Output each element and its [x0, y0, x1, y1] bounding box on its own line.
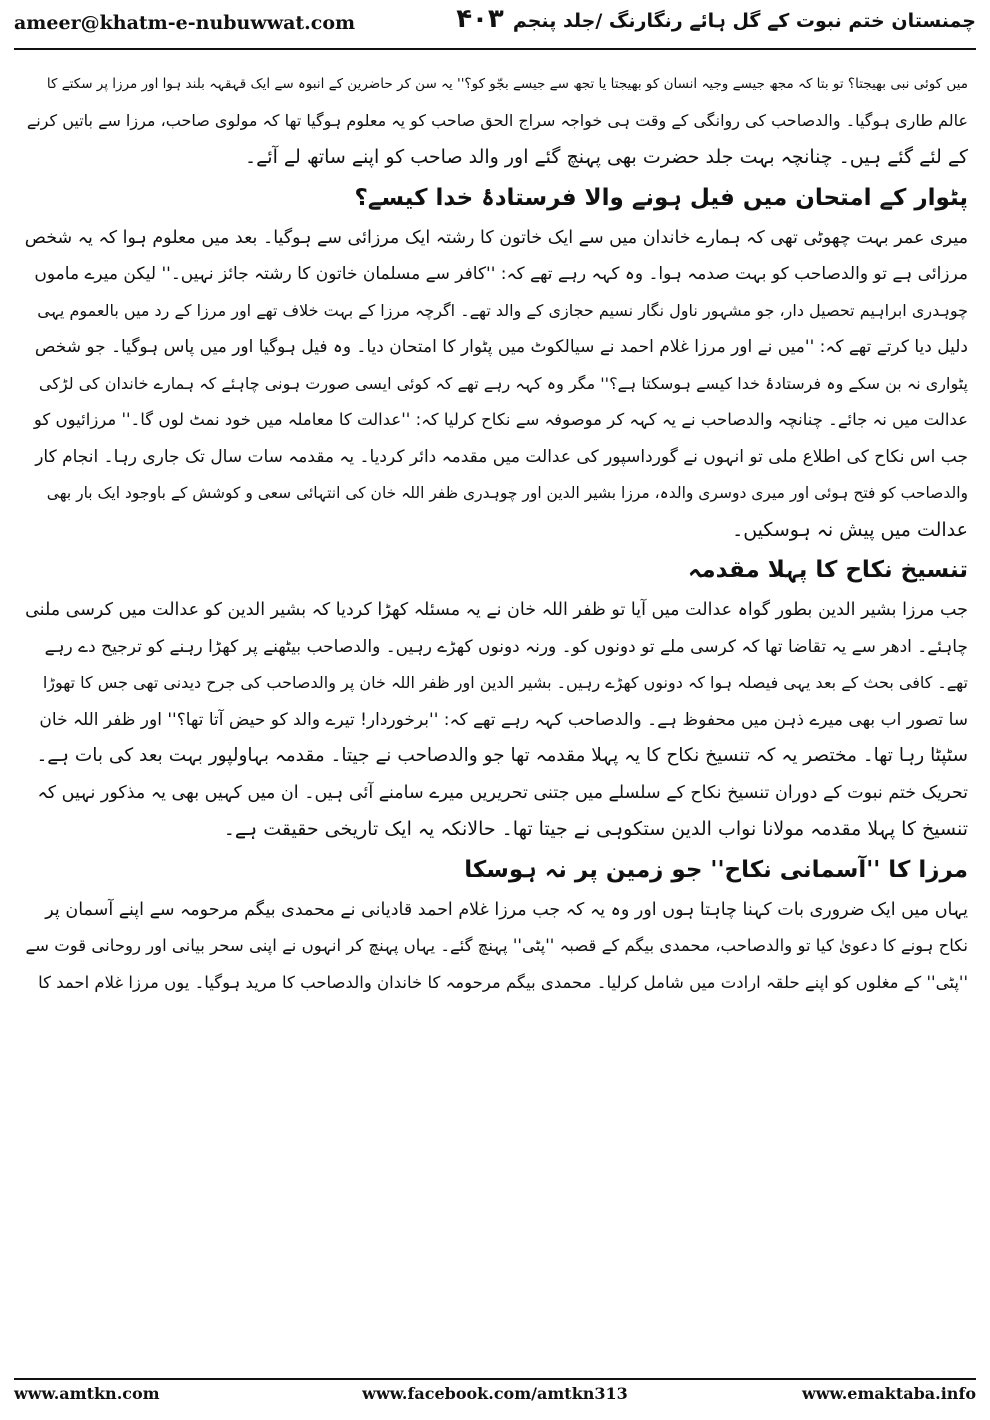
- text-line: جب اس نکاح کی اطلاع ملی تو انہوں نے گورداسپور کی عدالت میں مقدمہ دائر کردیا۔ یہ مقدمہ سات سال تک جاری رہا۔ انجام کار: [35, 446, 968, 467]
- text-line: عدالت میں نہ جائے۔ چنانچہ والدصاحب نے یہ کہہ کر موصوفہ سے نکاح کرلیا کہ: ''عدالت کا معاملہ میں خود نمٹ لوں گا۔'' مرزائیوں کو: [33, 410, 968, 429]
- footer-link-center[interactable]: www.facebook.com/amtkn313: [362, 1384, 628, 1403]
- text-line: تھے۔ کافی بحث کے بعد یہی فیصلہ ہوا کہ دونوں کھڑے رہیں۔ بشیر الدین اور ظفر اللہ خان پر والدصاحب کی جرح دیدنی تھی جس کا تھوڑا: [42, 673, 968, 692]
- text-line: نکاح ہونے کا دعویٰ کیا تو والدصاحب، محمدی بیگم کے قصبہ ''پٹی'' پہنچ گئے۔ یہاں پہنچ کر انہوں نے اپنی سحر بیانی اور روحانی قوت سے: [25, 936, 968, 955]
- book-title: چمنستان ختم نبوت کے گل ہائے رنگارنگ /جلد پنجم: [512, 10, 976, 32]
- footer-rule: [14, 1378, 976, 1380]
- text-line: کے لئے گئے ہیں۔ چنانچہ بہت جلد حضرت بھی پہنچ گئے اور والد صاحب کو اپنے ساتھ لے آئے۔: [245, 146, 968, 168]
- text-line: تحریک ختم نبوت کے دوران تنسیخ نکاح کے سلسلے میں جتنی تحریریں میرے سامنے آئی ہیں۔ ان میں کہیں بھی یہ مذکور نہیں کہ: [37, 782, 968, 803]
- text-line: مرزائی ہے تو والدصاحب کو بہت صدمہ ہوا۔ وہ کہہ رہے تھے کہ: ''کافر سے مسلمان خاتون کا رشتہ جائز نہیں۔'' لیکن میرے ماموں: [34, 264, 968, 284]
- text-line: میری عمر بہت چھوٹی تھی کہ ہمارے خاندان میں سے ایک خاتون کا رشتہ ایک مرزائی سے ہوگیا۔ بعد میں معلوم ہوا کہ یہ شخص: [24, 227, 968, 248]
- page-number: ۴۰۳: [456, 4, 504, 34]
- paragraph-2: [22, 220, 968, 549]
- section-heading: مرزا کا ''آسمانی نکاح'' جو زمین پر نہ ہوسکا: [464, 856, 968, 883]
- paragraph-4: [22, 892, 968, 1002]
- header-email: ameer@khatm-e-nubuwwat.com: [14, 12, 356, 34]
- text-line: یہاں میں ایک ضروری بات کہنا چاہتا ہوں اور وہ یہ کہ جب مرزا غلام احمد قادیانی نے محمدی بیگم مرحومہ سے اپنے آسمان پر: [45, 899, 968, 920]
- text-line: دلیل دیا کرتے تھے کہ: ''میں نے اور مرزا غلام احمد نے سیالکوٹ میں پٹوار کا امتحان دیا۔ وہ فیل ہوگیا اور میں پاس ہوگیا۔ جو شخص: [34, 337, 968, 357]
- text-line: میں کوئی نبی بھیجتا؟ تو بتا کہ مجھ جیسے وجیہ انسان کو بھیجتا یا تجھ سے جیسے بجّو کو؟'' یہ سن کر حاضرین کے انبوہ سے ایک قہقہہ بلند ہوا اور مرزا پر سکتے کا: [46, 76, 968, 92]
- text-line: عالم طاری ہوگیا۔ والدصاحب کی روانگی کے وقت ہی خواجہ سراج الحق صاحب کو یہ معلوم ہوگیا تھا کہ مولوی صاحب، مرزا سے باتیں کرنے: [26, 110, 968, 130]
- header-rule: [14, 48, 976, 50]
- text-line: چاہئے۔ ادھر سے یہ تقاضا تھا کہ کرسی ملے تو دونوں کو۔ ورنہ دونوں کھڑے رہیں۔ والدصاحب بیٹھنے پر کھڑا رہنے کو ترجیح دے رہے: [44, 636, 968, 657]
- text-line: والدصاحب کو فتح ہوئی اور میری دوسری والدہ، مرزا بشیر الدین اور چوہدری ظفر اللہ خان کی انتہائی سعی و کوشش کے باوجود ایک بار بھی: [46, 484, 968, 502]
- text-line: جب مرزا بشیر الدین بطور گواہ عدالت میں آیا تو ظفر اللہ خان نے یہ مسئلہ کھڑا کردیا کہ بشیر الدین کو عدالت میں کرسی ملنی: [25, 600, 968, 620]
- page-footer: [0, 1384, 990, 1414]
- text-line: چوہدری ابراہیم تحصیل دار، جو مشہور ناول نگار نسیم حجازی کے والد تھے۔ اگرچہ مرزا کے بہت خلاف تھے اور مرزا کے رد میں بالعموم یہی: [37, 300, 968, 320]
- text-line: سا تصور اب بھی میرے ذہن میں محفوظ ہے۔ والدصاحب کہہ رہے تھے کہ: ''برخوردار! تیرے والد کو حیض آتا تھا؟'' اور ظفر اللہ خان: [39, 709, 968, 730]
- section-heading: تنسیخ نکاح کا پہلا مقدمہ: [687, 557, 968, 583]
- text-line: پٹواری نہ بن سکے وہ فرستادۂ خدا کیسے ہوسکتا ہے؟'' مگر وہ کہہ رہے تھے کہ کوئی ایسی صورت ہونی چاہئے کہ ہمارے خاندان کی لڑکی: [38, 373, 968, 393]
- text-line: تنسیخ کا پہلا مقدمہ مولانا نواب الدین ستکوہی نے جیتا تھا۔ حالانکہ یہ ایک تاریخی حقیقت ہے۔: [223, 818, 968, 840]
- text-line: سٹپٹا رہا تھا۔ مختصر یہ کہ تنسیخ نکاح کا یہ پہلا مقدمہ تھا جو والدصاحب نے جیتا۔ مقدمہ بہاولپور بہت بعد کی بات ہے۔: [36, 745, 968, 766]
- footer-link-left[interactable]: www.amtkn.com: [14, 1384, 160, 1403]
- paragraph-3: [22, 592, 968, 848]
- footer-link-right[interactable]: www.emaktaba.info: [802, 1384, 976, 1403]
- page-content: [22, 66, 968, 1001]
- text-line: ''پٹی'' کے مغلوں کو اپنے حلقہ ارادت میں شامل کرلیا۔ محمدی بیگم مرحومہ کا خاندان والدصاحب کا مرید ہوگیا۔ یوں مرزا غلام احمد کا: [38, 972, 968, 992]
- page-header: [0, 0, 990, 50]
- section-heading: پٹوار کے امتحان میں فیل ہونے والا فرستادۂ خدا کیسے؟: [354, 184, 968, 211]
- text-line: عدالت میں پیش نہ ہوسکیں۔: [732, 518, 968, 541]
- paragraph-1: [22, 66, 968, 176]
